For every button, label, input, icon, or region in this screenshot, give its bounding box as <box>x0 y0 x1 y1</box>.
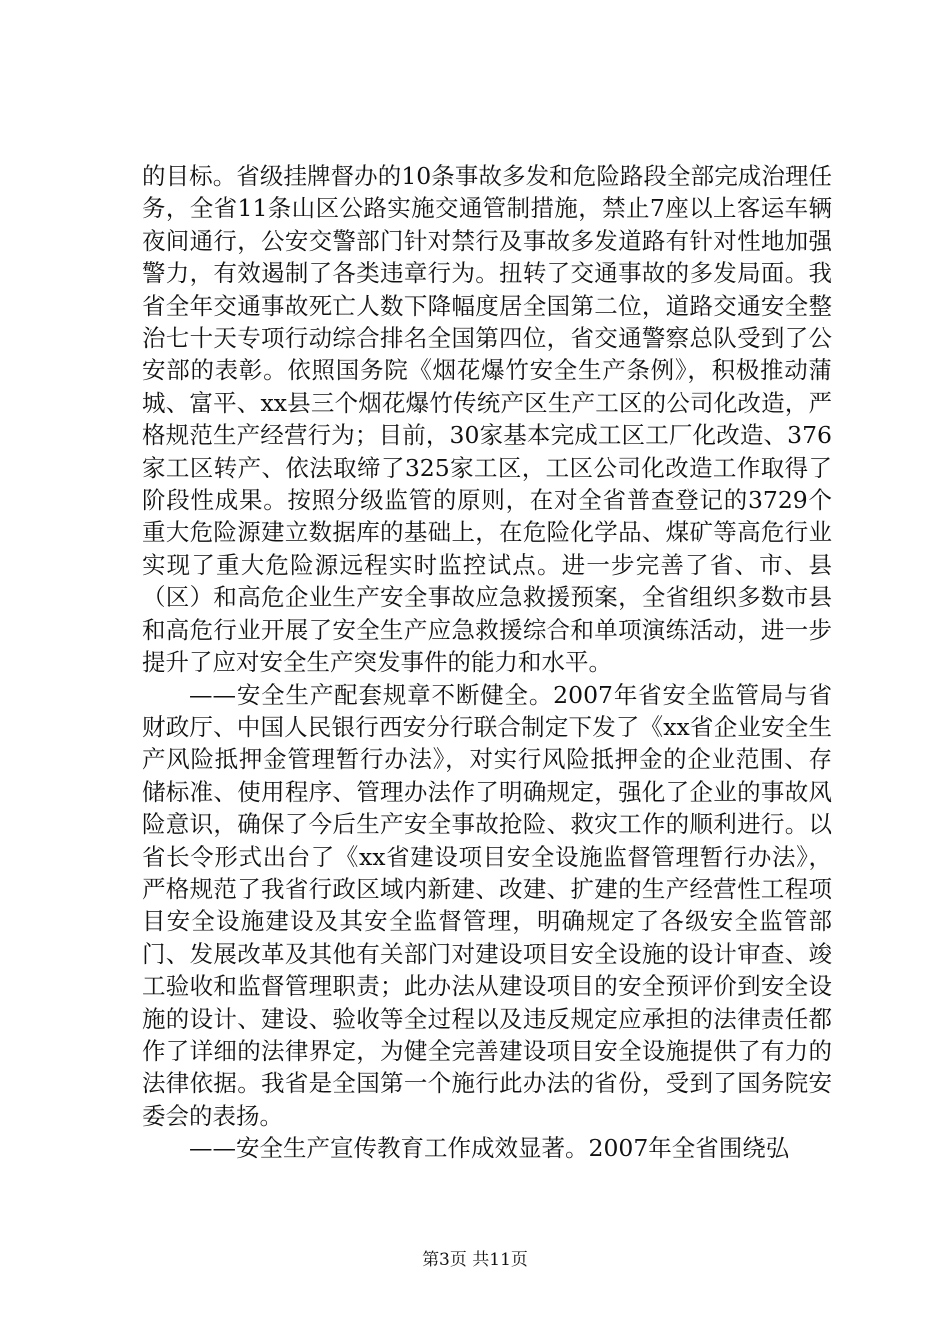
paragraph-regulations: ——安全生产配套规章不断健全。2007年省安全监管局与省财政厅、中国人民银行西安分行联合制定下发了《xx省企业安全生产风险抵押金管理暂行办法》，对实行风险抵押金的企业范围、存储标准、使用程序、管理办法作了明确规定，强化了企业的事故风险意识，确保了今后生产安全事故抢险、救灾工作的顺利进行。以省长令形式出台了《xx省建设项目安全设施监督管理暂行办法》，严格规范了我省行政区域内新建、改建、扩建的生产经营性工程项目安全设施建设及其安全监督管理，明确规定了各级安全监管部门、发展改革及其他有关部门对建设项目安全设施的设计审查、竣工验收和监督管理职责；此办法从建设项目的安全预评价到安全设施的设计、建设、验收等全过程以及违反规定应承担的法律责任都作了详细的法律界定，为健全完善建设项目安全设施提供了有力的法律依据。我省是全国第一个施行此办法的省份，受到了国务院安委会的表扬。 <box>142 680 832 1130</box>
page-footer: 第3页 共11页 <box>422 1250 528 1270</box>
paragraph-continuation: 的目标。省级挂牌督办的10条事故多发和危险路段全部完成治理任务，全省11条山区公路实施交通管制措施，禁止7座以上客运车辆夜间通行，公安交警部门针对禁行及事故多发道路有针对性地加强警力，有效遏制了各类违章行为。扭转了交通事故的多发局面。我省全年交通事故死亡人数下降幅度居全国第二位，道路交通安全整治七十天专项行动综合排名全国第四位，省交通警察总队受到了公安部的表彰。依照国务院《烟花爆竹安全生产条例》，积极推动蒲城、富平、xx县三个烟花爆竹传统产区生产工区的公司化改造，严格规范生产经营行为；目前，30家基本完成工区工厂化改造、376家工区转产、依法取缔了325家工区，工区公司化改造工作取得了阶段性成果。按照分级监管的原则，在对全省普查登记的3729个重大危险源建立数据库的基础上，在危险化学品、煤矿等高危行业实现了重大危险源远程实时监控试点。进一步完善了省、市、县（区）和高危企业生产安全事故应急救援预案，全省组织多数市县和高危行业开展了安全生产应急救援综合和单项演练活动，进一步提升了应对安全生产突发事件的能力和水平。 <box>142 162 832 677</box>
body-text <box>142 160 832 1165</box>
paragraph-publicity: ——安全生产宣传教育工作成效显著。2007年全省围绕弘 <box>189 1134 790 1163</box>
